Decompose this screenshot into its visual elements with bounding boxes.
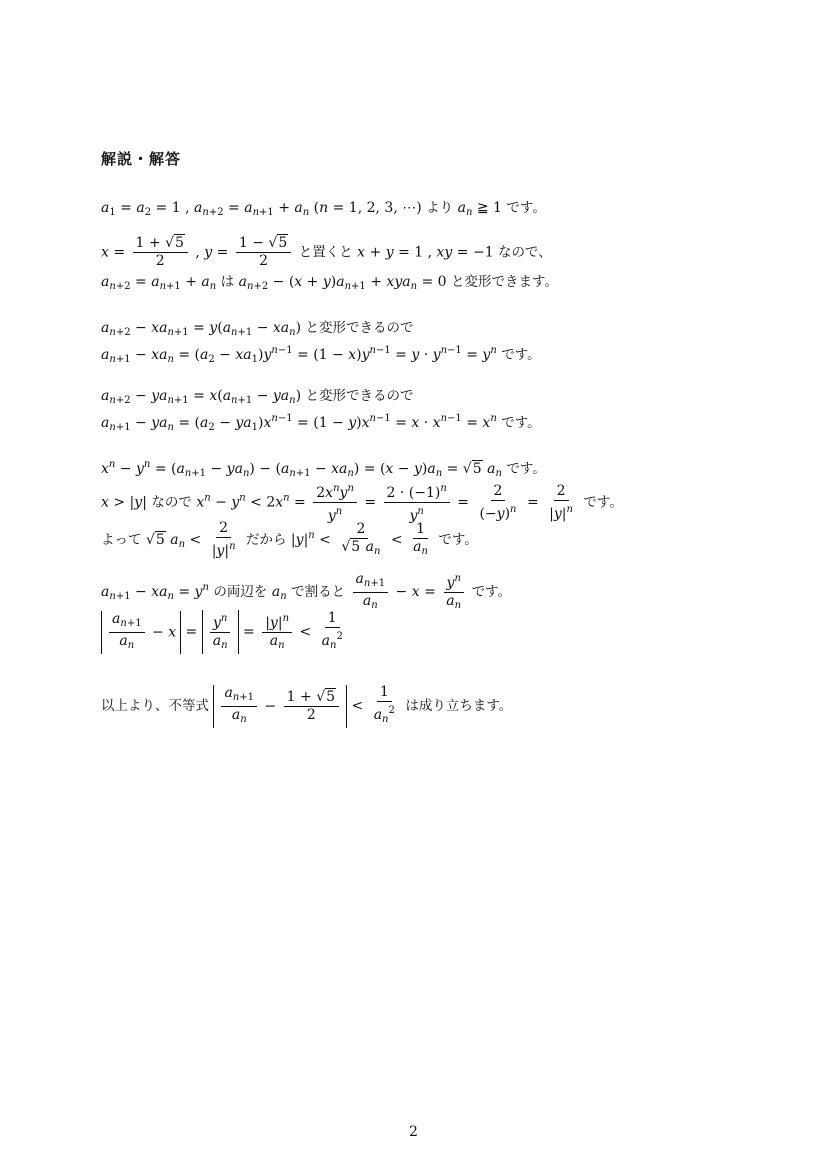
fraction: $\frac{2x^ny^n}{y^n}$: [313, 480, 357, 525]
equation-line-11: $a_{n+1} - xa_n = y^n$ の両辺を $a_n$ で割ると $\frac{a_{n+1}}{a_n}$ − x = $\frac{y^n}{a_n}$ です。: [101, 570, 511, 614]
absolute-value: $\frac{a_{n+1}}{a_n}$ − $\frac{1 + √5}{2}$: [213, 685, 347, 728]
text-nanode-2: なので: [151, 494, 192, 511]
text-ryouhen-wo: の両辺を: [213, 584, 268, 600]
fraction: $\frac{y^n}{a_n}$: [443, 570, 464, 614]
equation-line-9: x > |y| なので $x^n - y^n < 2x^n$ = $\frac{2x^ny^n}{y^n}$ = $\frac{2 \cdot (-1)^n}{y^n}$ = $\frac{2}{(-y)^n}$ = $\frac{2}{|y|^n}$ です。: [101, 480, 623, 525]
text-yori: より: [426, 200, 454, 216]
fraction: $\frac{2}{√5 a_n}$: [341, 520, 381, 557]
absolute-value: $\frac{a_{n+1}}{a_n}$ − x: [101, 611, 181, 654]
fraction: $\frac{|y|^n}{a_n}$: [262, 610, 292, 654]
equation-line-4: $a_{n+2} - xa_{n+1} = y(a_{n+1} - xa_n)$ と変形できるので: [101, 320, 414, 338]
text-desu-6: です。: [438, 532, 478, 548]
fraction: $\frac{2}{|y|^n}$: [549, 482, 573, 522]
text-wa: は: [220, 274, 235, 290]
fraction: $\frac{1}{a_n}$: [413, 520, 428, 557]
fraction: $\frac{2 \cdot (-1)^n}{y^n}$: [384, 480, 450, 525]
text-dakara: だから: [245, 532, 287, 548]
text-desu-3: です。: [501, 415, 541, 431]
equation-line-2: x = $\frac{1 + √5}{2}$ , y = $\frac{1 - √5}{2}$ と置くと x + y = 1 , xy = −1 なので、: [101, 235, 552, 269]
text-naritachimasu: は成り立ちます。: [405, 698, 513, 714]
text-henkei-dekiru: と変形できるので: [305, 320, 414, 336]
fraction: $\frac{1 - √5}{2}$: [236, 235, 291, 270]
section-heading: 解説・解答: [101, 150, 182, 168]
text-to-oku-to: と置くと: [298, 244, 353, 261]
equation-line-12: $\frac{a_{n+1}}{a_n}$ − x = $\frac{y^n}{a_n}$ = $\frac{|y|^n}{a_n}$ < $\frac{1}{a_n^2}$: [101, 610, 349, 654]
fraction: $\frac{a_{n+1}}{a_n}$: [353, 571, 389, 614]
equation-line-10: よって √5 $a_n$ < $\frac{2}{|y|^n}$ だから $|y|^n$ < $\frac{2}{√5 a_n}$ < $\frac{1}{a_n}$ です。: [101, 520, 478, 559]
fraction: $\frac{2}{|y|^n}$: [211, 520, 236, 559]
text-henkei-dekiru-2: と変形できるので: [305, 388, 414, 404]
text-desu-1: です。: [506, 200, 546, 216]
fraction: $\frac{1 + √5}{2}$: [133, 235, 188, 270]
text-nanode: なので、: [498, 244, 552, 261]
fraction: $\frac{1}{a_n^2}$: [373, 684, 395, 725]
equation-line-8: $x^n - y^n = (a_{n+1} - ya_n) - (a_{n+1} - xa_n) = (x - y)a_n = √5$ $a_n$ です。: [101, 459, 546, 479]
equation-line-6: $a_{n+2} - ya_{n+1} = x(a_{n+1} - ya_n)$ と変形できるので: [101, 388, 414, 406]
text-desu-7: です。: [471, 584, 511, 600]
text-desu-2: です。: [501, 347, 541, 363]
text-henkei-dekimasu: と変形できます。: [451, 274, 558, 290]
equation-line-3: $a_{n+2} = a_{n+1} + a_n$ は $a_{n+2} - (x + y)a_{n+1} + xya_n = 0$ と変形できます。: [101, 274, 558, 292]
text-desu-5: です。: [583, 494, 623, 511]
text-de-waruto: で割ると: [291, 584, 346, 600]
text-yotte: よって: [101, 532, 142, 548]
equation-line-13: 以上より、不等式 $\frac{a_{n+1}}{a_n}$ − $\frac{1 + √5}{2}$ < $\frac{1}{a_n^2}$ は成り立ちます。: [101, 684, 512, 728]
equation-line-5: $a_{n+1} - xa_n = (a_2 - xa_1)y^{n-1} = (1 - x)y^{n-1} = y \cdot y^{n-1} = y^n$ です。: [101, 345, 541, 365]
fraction: $\frac{1}{a_n^2}$: [321, 610, 343, 651]
text-desu-4: です。: [506, 461, 546, 477]
equation-line-1: $a_1 = a_2 = 1$ , $a_{n+2} = a_{n+1} + a_n$ (n = 1, 2, 3, ⋯) より $a_n$ ≧ 1 です。: [101, 200, 546, 218]
absolute-value: $\frac{y^n}{a_n}$: [202, 610, 239, 654]
page-number: 2: [409, 1124, 418, 1140]
equation-line-7: $a_{n+1} - ya_n = (a_2 - ya_1)x^{n-1} = (1 - y)x^{n-1} = x \cdot x^{n-1} = x^n$ です。: [101, 413, 541, 433]
text-ijou-yori: 以上より、不等式: [101, 698, 209, 714]
fraction: $\frac{2}{(-y)^n}$: [479, 482, 517, 522]
